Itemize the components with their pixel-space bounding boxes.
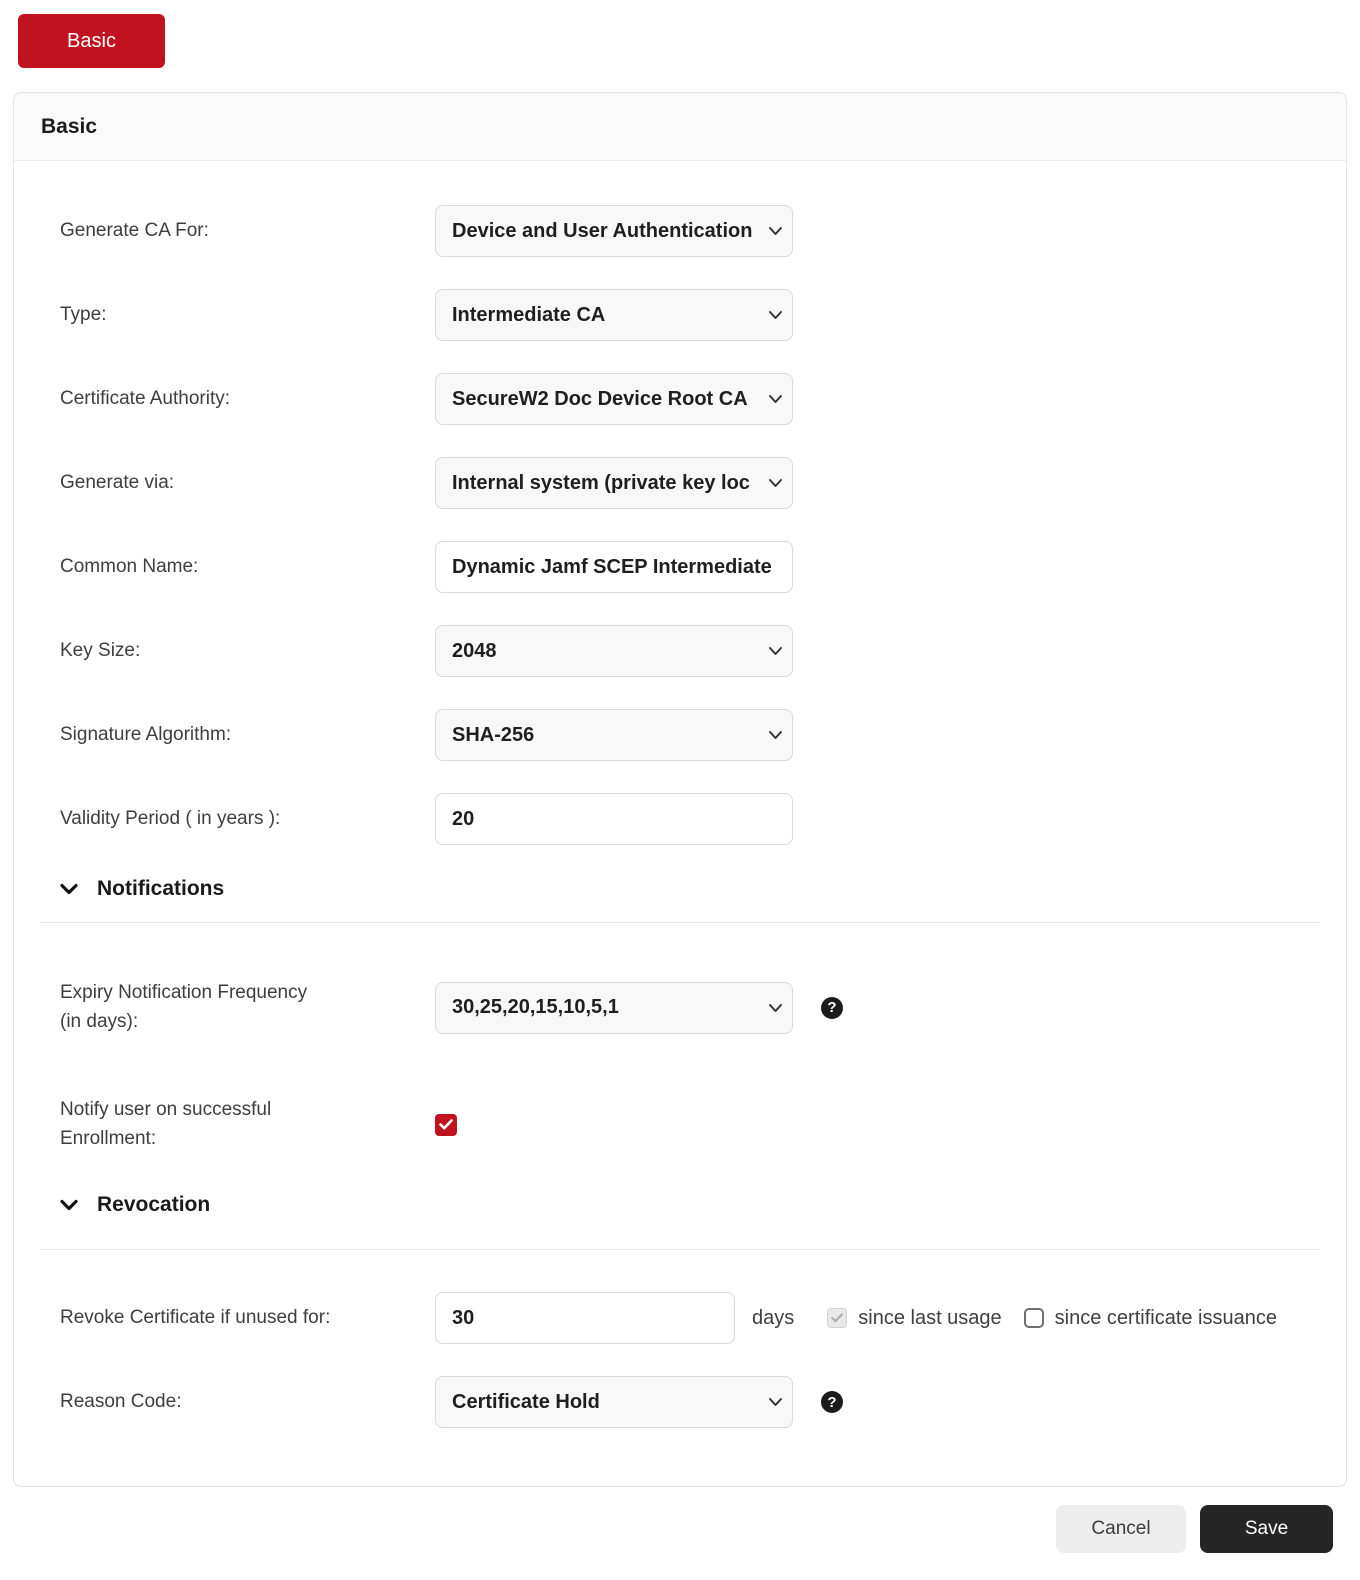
chevron-down-icon [768,730,783,740]
chevron-down-icon [768,310,783,320]
reason-code-label: Reason Code: [60,1390,182,1412]
notifications-section-title: Notifications [97,877,225,900]
row-revoke-if-unused [40,1292,1320,1344]
save-button[interactable]: Save [1200,1505,1333,1553]
key-size-label: Key Size: [60,639,141,661]
since-last-usage-label: since last usage [858,1306,1002,1329]
revocation-section-toggle[interactable] [60,1193,1320,1217]
certificate-authority-label: Certificate Authority: [60,387,231,409]
type-label: Type: [60,303,107,325]
since-certificate-issuance-group [1024,1307,1277,1330]
chevron-down-icon [768,226,783,236]
section-divider [40,922,1320,923]
revocation-section-title: Revocation [97,1193,211,1216]
row-reason-code [40,1376,1320,1428]
signature-algorithm-label: Signature Algorithm: [60,723,232,745]
chevron-down-icon [768,478,783,488]
certificate-authority-value: SecureW2 Doc Device Root CA [452,387,748,410]
validity-period-input[interactable] [435,793,793,845]
key-size-value: 2048 [452,639,497,662]
generate-via-value: Internal system (private key loc [452,471,750,494]
row-common-name [40,541,1320,593]
row-notify-on-enrollment [40,1096,1320,1153]
reason-code-select[interactable] [435,1376,793,1428]
tab-basic[interactable]: Basic [18,14,165,68]
generate-ca-for-label: Generate CA For: [60,219,209,241]
row-generate-ca-for [40,205,1320,257]
notify-enrollment-label: Notify user on successful Enrollment: [60,1099,272,1149]
chevron-down-icon [768,646,783,656]
common-name-input[interactable] [435,541,793,593]
row-type [40,289,1320,341]
chevron-down-icon [768,1397,783,1407]
type-value: Intermediate CA [452,303,606,326]
signature-algorithm-value: SHA-256 [452,723,535,746]
section-divider [40,1249,1320,1250]
chevron-down-icon [768,394,783,404]
revoke-if-unused-label: Revoke Certificate if unused for: [60,1306,331,1328]
help-icon[interactable]: ? [821,1391,843,1413]
chevron-down-icon [768,1003,783,1013]
cancel-button[interactable]: Cancel [1056,1505,1186,1553]
revoke-days-input[interactable] [435,1292,735,1344]
generate-ca-for-select[interactable] [435,205,793,257]
validity-period-label: Validity Period ( in years ): [60,807,281,829]
common-name-label: Common Name: [60,555,199,577]
expiry-frequency-label: Expiry Notification Frequency (in days): [60,982,308,1032]
row-signature-algorithm [40,709,1320,761]
basic-settings-card [13,92,1347,1487]
row-expiry-notification-frequency [40,979,1320,1036]
since-last-usage-group [827,1307,1001,1330]
since-certificate-issuance-label: since certificate issuance [1054,1306,1277,1329]
help-icon[interactable]: ? [821,997,843,1019]
checkmark-icon [439,1119,453,1130]
row-certificate-authority [40,373,1320,425]
row-validity-period [40,793,1320,845]
signature-algorithm-select[interactable] [435,709,793,761]
card-title: Basic [41,114,98,138]
checkmark-icon [831,1313,843,1323]
chevron-down-icon [60,883,78,895]
since-last-usage-checkbox[interactable] [827,1308,847,1328]
expiry-frequency-select[interactable] [435,982,793,1034]
type-select[interactable] [435,289,793,341]
since-certificate-issuance-checkbox[interactable] [1024,1308,1044,1328]
reason-code-value: Certificate Hold [452,1390,600,1413]
row-generate-via [40,457,1320,509]
card-body [14,161,1346,1486]
expiry-frequency-value: 30,25,20,15,10,5,1 [452,996,619,1018]
chevron-down-icon [60,1199,78,1211]
notifications-section-toggle[interactable] [60,877,1320,901]
key-size-select[interactable] [435,625,793,677]
card-header [14,93,1346,161]
footer-actions [0,1505,1333,1553]
generate-ca-for-value: Device and User Authentication [452,219,753,242]
certificate-authority-select[interactable] [435,373,793,425]
notify-enrollment-checkbox[interactable] [435,1114,457,1136]
generate-via-select[interactable] [435,457,793,509]
generate-via-label: Generate via: [60,471,175,493]
row-key-size [40,625,1320,677]
days-unit-label: days [752,1306,795,1329]
